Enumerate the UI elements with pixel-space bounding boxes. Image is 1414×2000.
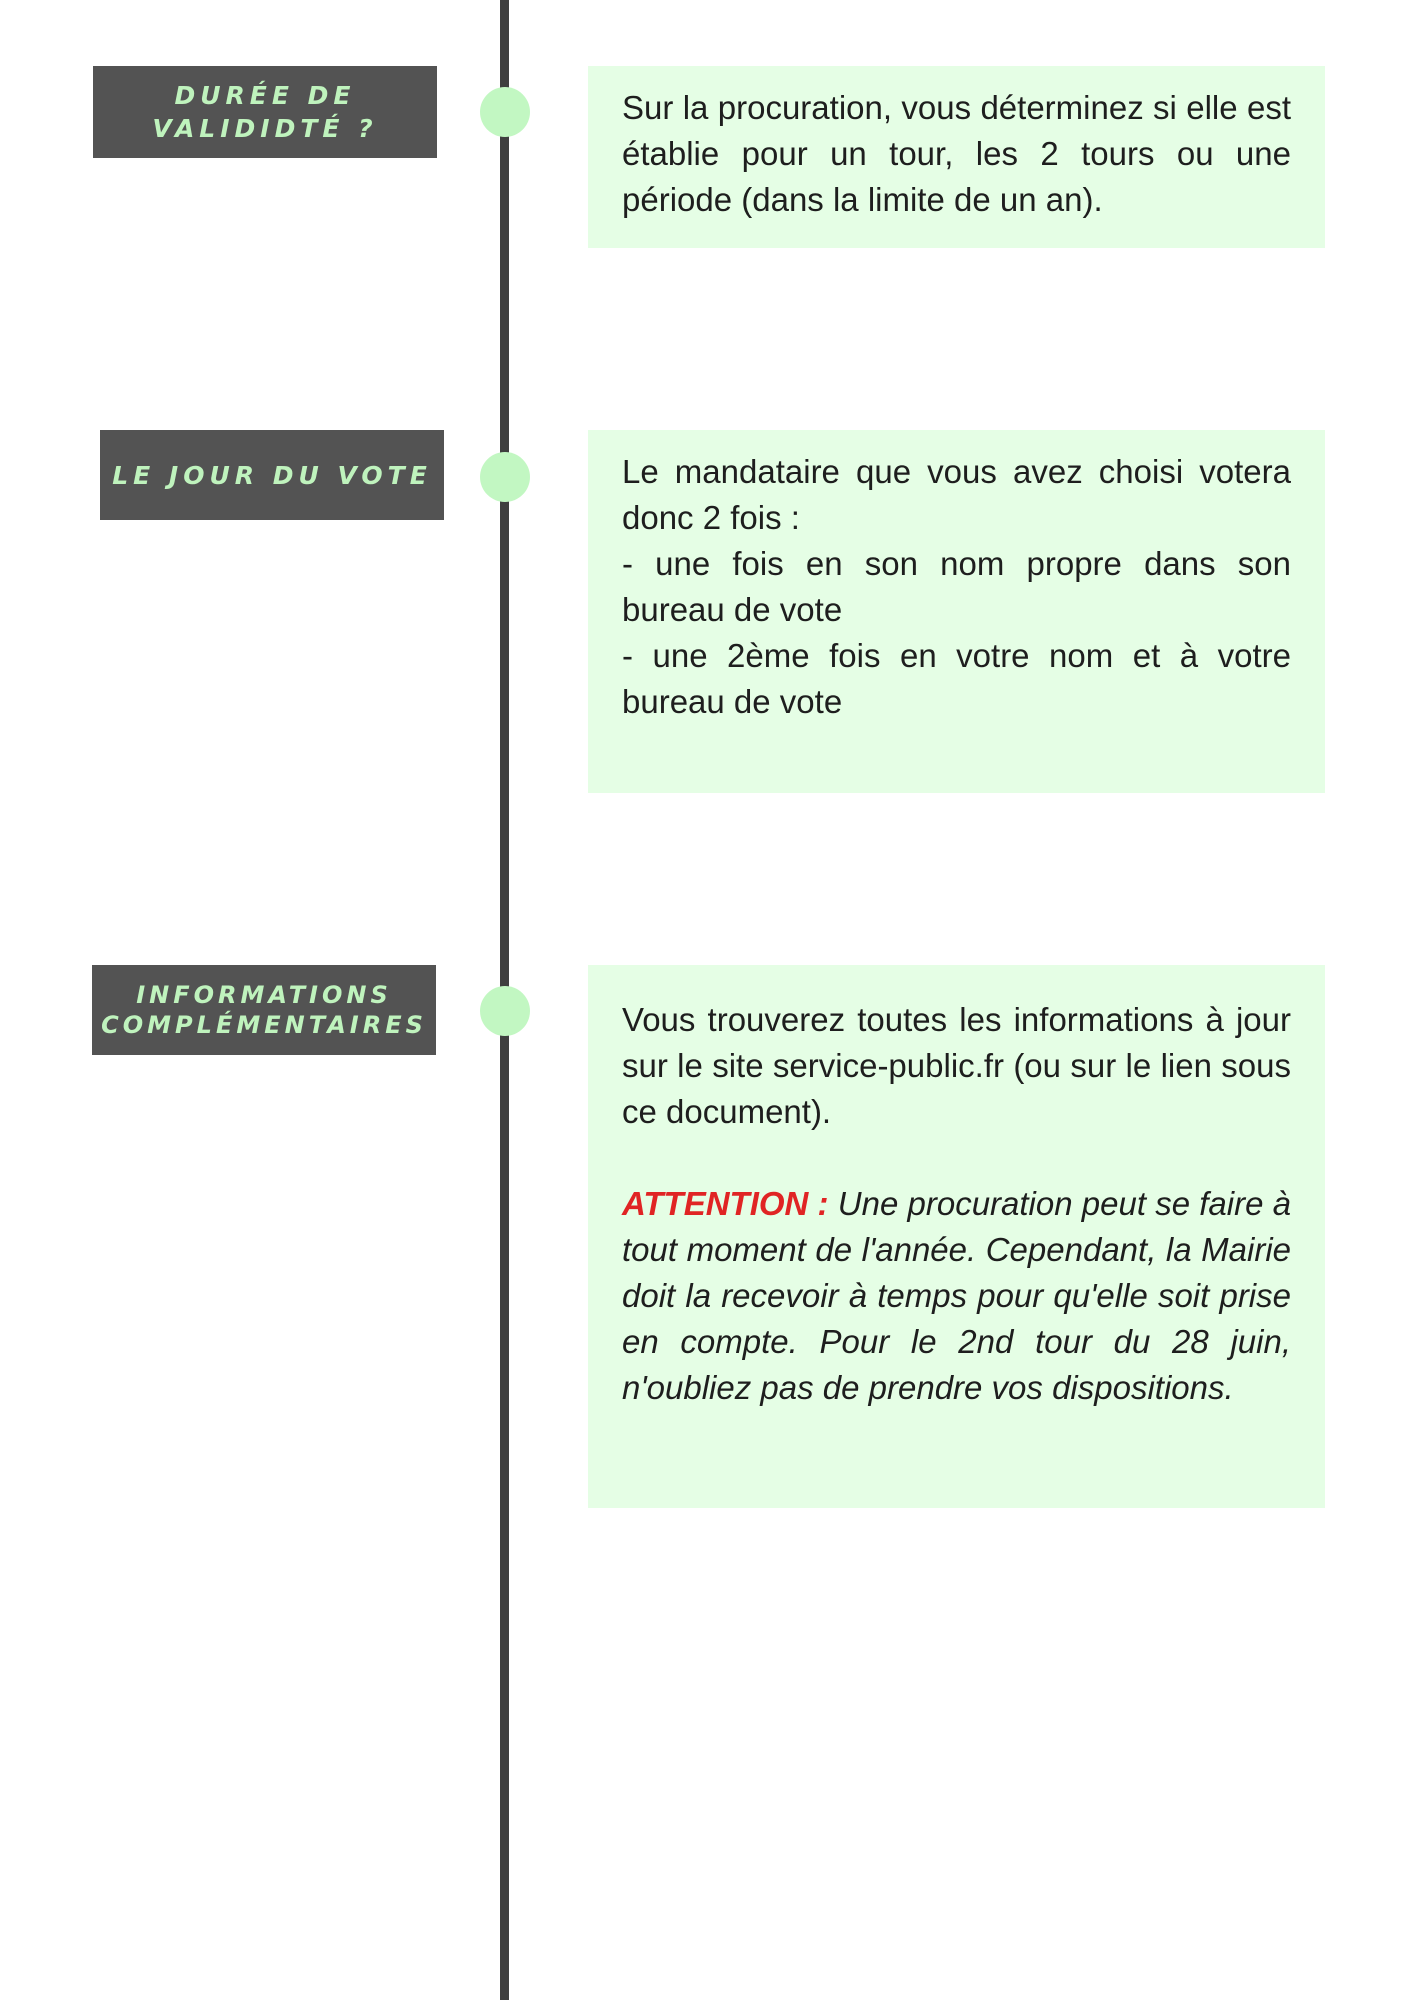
paragraph-gap [622, 1135, 1291, 1181]
timeline-dot-3 [480, 986, 530, 1036]
info-text: Vous trouverez toutes les informations à jour sur le site service-public.fr (ou sur le lien sous ce document). [622, 1001, 1291, 1130]
section-label-vote-day [100, 430, 444, 520]
section-label-validity-text: DURÉE DE VALIDIDTÉ ? [152, 81, 378, 143]
validity-text: Sur la procuration, vous déterminez si elle est établie pour un tour, les 2 tours ou une période (dans la limite de un an). [622, 89, 1291, 218]
attention-label: ATTENTION : [622, 1185, 829, 1222]
timeline-dot-2 [480, 452, 530, 502]
section-content-validity [588, 66, 1325, 248]
section-label-info [92, 965, 436, 1055]
vote-day-line-2: - une fois en son nom propre dans son bureau de vote [622, 545, 1291, 628]
attention-text: Une procuration peut se faire à tout moment de l'année. Cependant, la Mairie doit la recevoir à temps pour qu'elle soit prise en compte. Pour le 2nd tour du 28 juin, n'oubliez pas de prendre vos dispositions. [622, 1185, 1292, 1406]
section-label-validity [93, 66, 437, 158]
vote-day-line-3: - une 2ème fois en votre nom et à votre bureau de vote [622, 637, 1291, 720]
section-label-vote-day-text: LE JOUR DU VOTE [112, 460, 432, 490]
attention-paragraph [622, 1181, 1291, 1411]
section-label-info-text: INFORMATIONS COMPLÉMENTAIRES [101, 981, 427, 1039]
section-content-info [588, 965, 1325, 1508]
section-content-vote-day [588, 430, 1325, 793]
timeline-dot-1 [480, 87, 530, 137]
vote-day-line-1: Le mandataire que vous avez choisi votera donc 2 fois : [622, 453, 1291, 536]
